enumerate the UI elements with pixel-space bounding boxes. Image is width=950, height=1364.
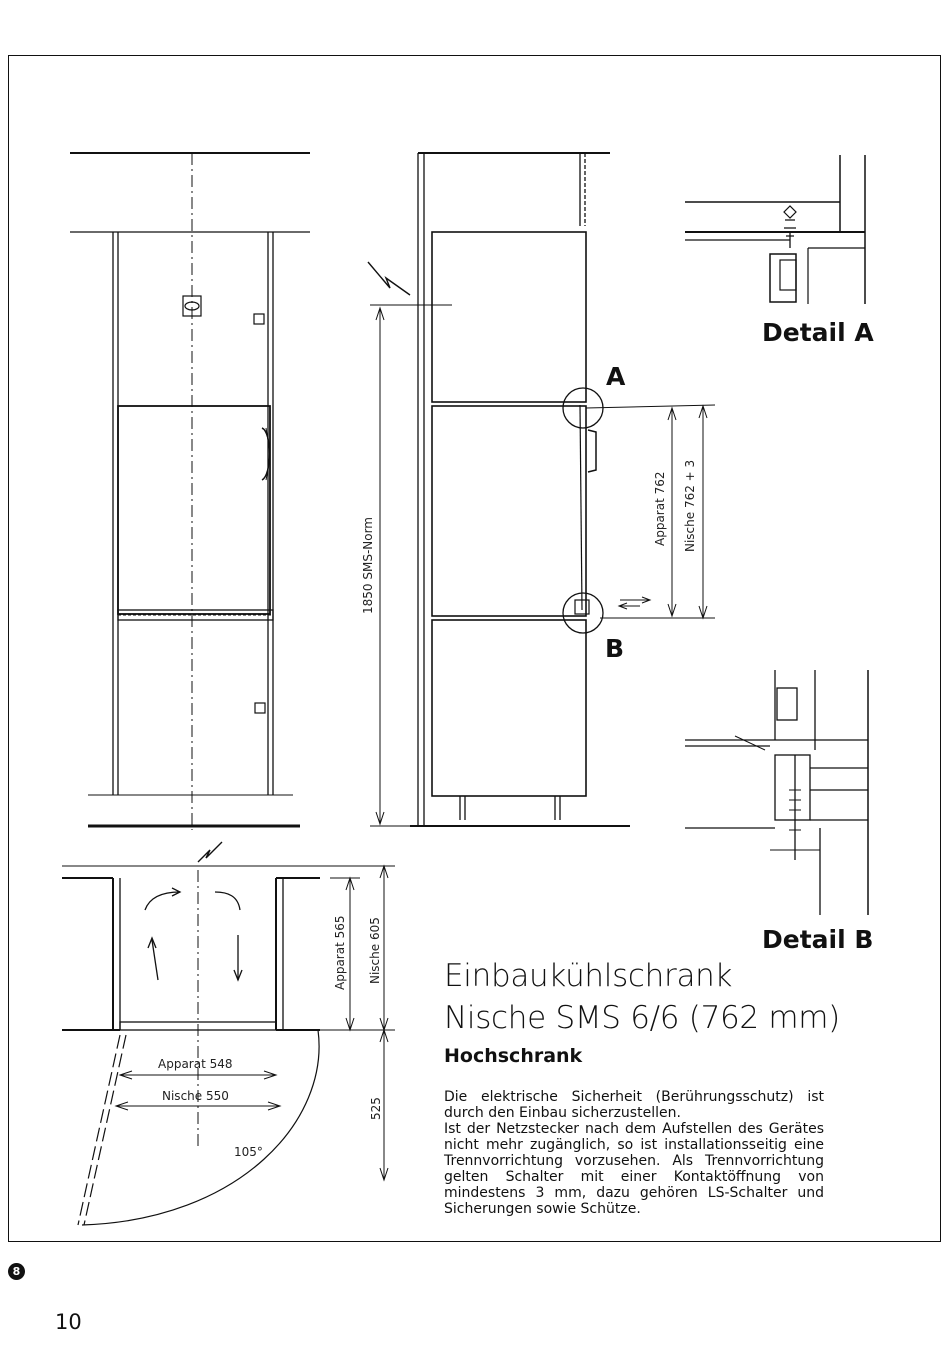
nische-605-label: Nische 605 <box>368 917 382 984</box>
front-view <box>70 153 310 830</box>
page-number: 10 <box>55 1310 82 1334</box>
plan-view <box>62 842 395 1225</box>
detail-a-drawing <box>685 155 865 304</box>
title-block <box>444 955 840 1217</box>
safety-text <box>444 1089 824 1217</box>
nische-550-label: Nische 550 <box>162 1089 229 1103</box>
detail-b-drawing <box>685 670 868 915</box>
figure-number-badge: 8 <box>8 1263 25 1280</box>
angle-label: 105° <box>234 1145 263 1159</box>
dim-525-label: 525 <box>369 1097 383 1120</box>
title-line-1: Einbaukühlschrank <box>444 958 733 994</box>
apparat-565-label: Apparat 565 <box>333 915 347 990</box>
marker-b: B <box>605 634 625 663</box>
nische-762-label: Nische 762 + 3 <box>683 459 697 552</box>
height-total-label: 1850 SMS-Norm <box>361 516 375 614</box>
subtitle: Hochschrank <box>444 1045 583 1067</box>
detail-b-label: Detail B <box>762 925 874 954</box>
apparat-762-label: Apparat 762 <box>653 471 667 546</box>
detail-a-label: Detail A <box>762 318 874 347</box>
title-line-2: Nische SMS 6/6 (762 mm) <box>444 1000 840 1036</box>
marker-a: A <box>606 362 626 391</box>
safety-paragraph-1: Die elektrische Sicherheit (Berührungsschutz) ist durch den Einbau sicherzustellen. <box>444 1089 824 1121</box>
safety-paragraph-2: Ist der Netzstecker nach dem Aufstellen des Gerätes nicht mehr zugänglich, so ist installationsseitig eine Trennvorrichtung vorzusehen. Als Trennvorrichtung gelten Schalter mit einer Kontaktöffnung von mindestens 3 mm, dazu gehören LS-Schalter und Sicherungen sowie Schütze. <box>444 1121 824 1217</box>
apparat-548-label: Apparat 548 <box>158 1057 233 1071</box>
